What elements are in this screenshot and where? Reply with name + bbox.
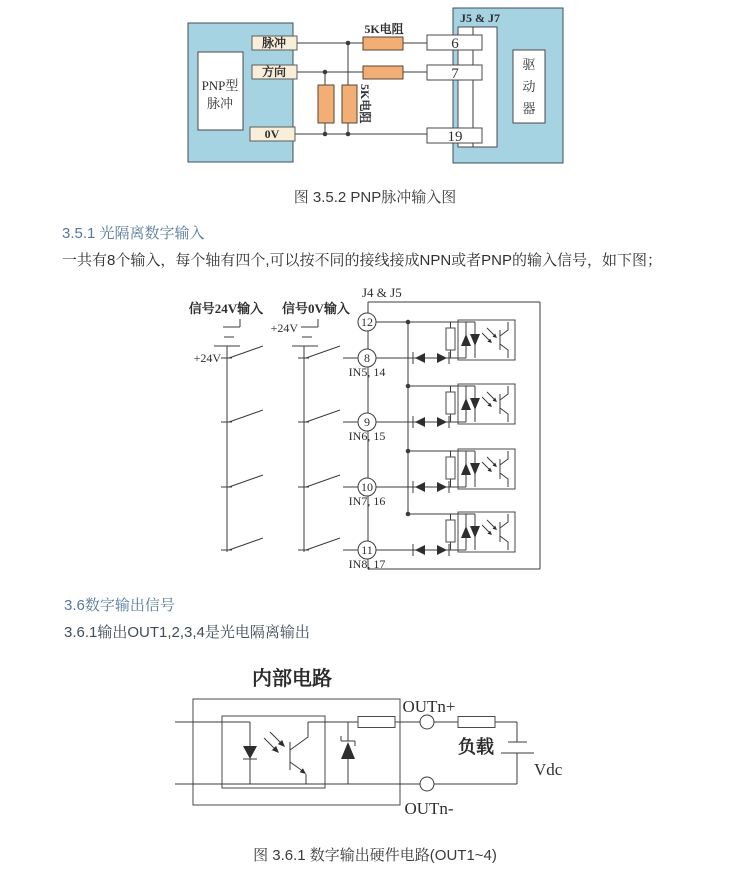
input-label: IN5, 14 bbox=[348, 365, 386, 379]
series-resistor-2 bbox=[363, 66, 403, 79]
junction-dot bbox=[346, 132, 351, 137]
pin-number: 8 bbox=[364, 351, 370, 365]
direction-label: 方向 bbox=[261, 65, 287, 79]
load-resistor bbox=[458, 717, 495, 728]
paragraph-351: 一共有8个输入，每个轴有四个,可以按不同的接线接成NPN或者PNP的输入信号，如下图； bbox=[62, 252, 663, 269]
input-label: IN8, 17 bbox=[348, 557, 386, 571]
pin-19-label: 19 bbox=[447, 129, 463, 145]
pnp-pulse-diagram bbox=[188, 8, 563, 163]
signal-0v-input-label: 信号0V输入 bbox=[282, 301, 350, 316]
junction-dot bbox=[323, 70, 328, 75]
connector-j4-j5-label: J4 & J5 bbox=[362, 285, 402, 300]
plus24v-label-col1: +24V bbox=[193, 351, 221, 365]
transistor-collector bbox=[290, 722, 308, 750]
outn-minus-terminal bbox=[420, 777, 434, 791]
outn-plus-label: OUTn+ bbox=[402, 697, 456, 716]
driver-char-3: 器 bbox=[522, 101, 536, 116]
vertical-resistor-1 bbox=[318, 85, 334, 123]
junction-dot bbox=[323, 132, 328, 137]
pulse-label: 脉冲 bbox=[261, 36, 287, 50]
light-arrow bbox=[264, 738, 275, 749]
series-resistor-1 bbox=[363, 37, 403, 50]
resistor-5k-label-side: 5K电阻 bbox=[358, 84, 372, 124]
digital-input-diagram bbox=[189, 285, 540, 571]
vertical-resistor-2 bbox=[342, 85, 357, 123]
pin-7-label: 7 bbox=[451, 66, 459, 82]
zero-volt-label: 0V bbox=[264, 127, 280, 141]
internal-circuit-title: 内部电路 bbox=[252, 668, 332, 690]
driver-char-1: 驱 bbox=[522, 57, 536, 72]
heading-351: 3.5.1 光隔离数字输入 bbox=[62, 225, 205, 242]
plus24v-label-col2: +24V bbox=[270, 321, 298, 335]
pnp-source-label-line1: PNP型 bbox=[201, 78, 239, 93]
input-label: IN6, 15 bbox=[348, 429, 386, 443]
vdc-label: Vdc bbox=[534, 760, 563, 779]
pin-6-label: 6 bbox=[451, 36, 459, 52]
load-label: 负载 bbox=[458, 737, 494, 757]
pin-number: 11 bbox=[361, 543, 373, 557]
output-resistor bbox=[358, 717, 395, 728]
junction-dot bbox=[346, 41, 351, 46]
signal-24v-input-label: 信号24V输入 bbox=[188, 301, 264, 316]
input-label: IN7, 16 bbox=[348, 494, 386, 508]
driver-char-2: 动 bbox=[522, 79, 536, 94]
pin-number: 10 bbox=[361, 480, 373, 494]
figure-caption-352: 图 3.5.2 PNP脉冲输入图 bbox=[293, 189, 457, 206]
resistor-5k-label-top: 5K电阻 bbox=[364, 22, 404, 36]
outn-plus-terminal bbox=[420, 715, 434, 729]
optocoupler-box bbox=[222, 716, 325, 788]
digital-output-diagram bbox=[175, 666, 563, 818]
heading-36: 3.6数字输出信号 bbox=[64, 597, 175, 614]
battery-col1 bbox=[214, 319, 240, 346]
heading-361: 3.6.1输出OUT1,2,3,4是光电隔离输出 bbox=[64, 624, 310, 641]
zener-triangle bbox=[341, 742, 355, 759]
light-arrow bbox=[270, 732, 281, 743]
figure-caption-361: 图 3.6.1 数字输出硬件电路(OUT1~4) bbox=[253, 847, 497, 864]
internal-circuit-box bbox=[193, 699, 400, 805]
common-pin-number: 12 bbox=[361, 315, 373, 329]
pnp-source-label-line2: 脉冲 bbox=[206, 96, 234, 111]
led-triangle bbox=[243, 746, 257, 759]
connector-j5-j7-label: J5 & J7 bbox=[460, 11, 500, 25]
pin-number: 9 bbox=[364, 415, 370, 429]
outn-minus-label: OUTn- bbox=[404, 799, 454, 818]
